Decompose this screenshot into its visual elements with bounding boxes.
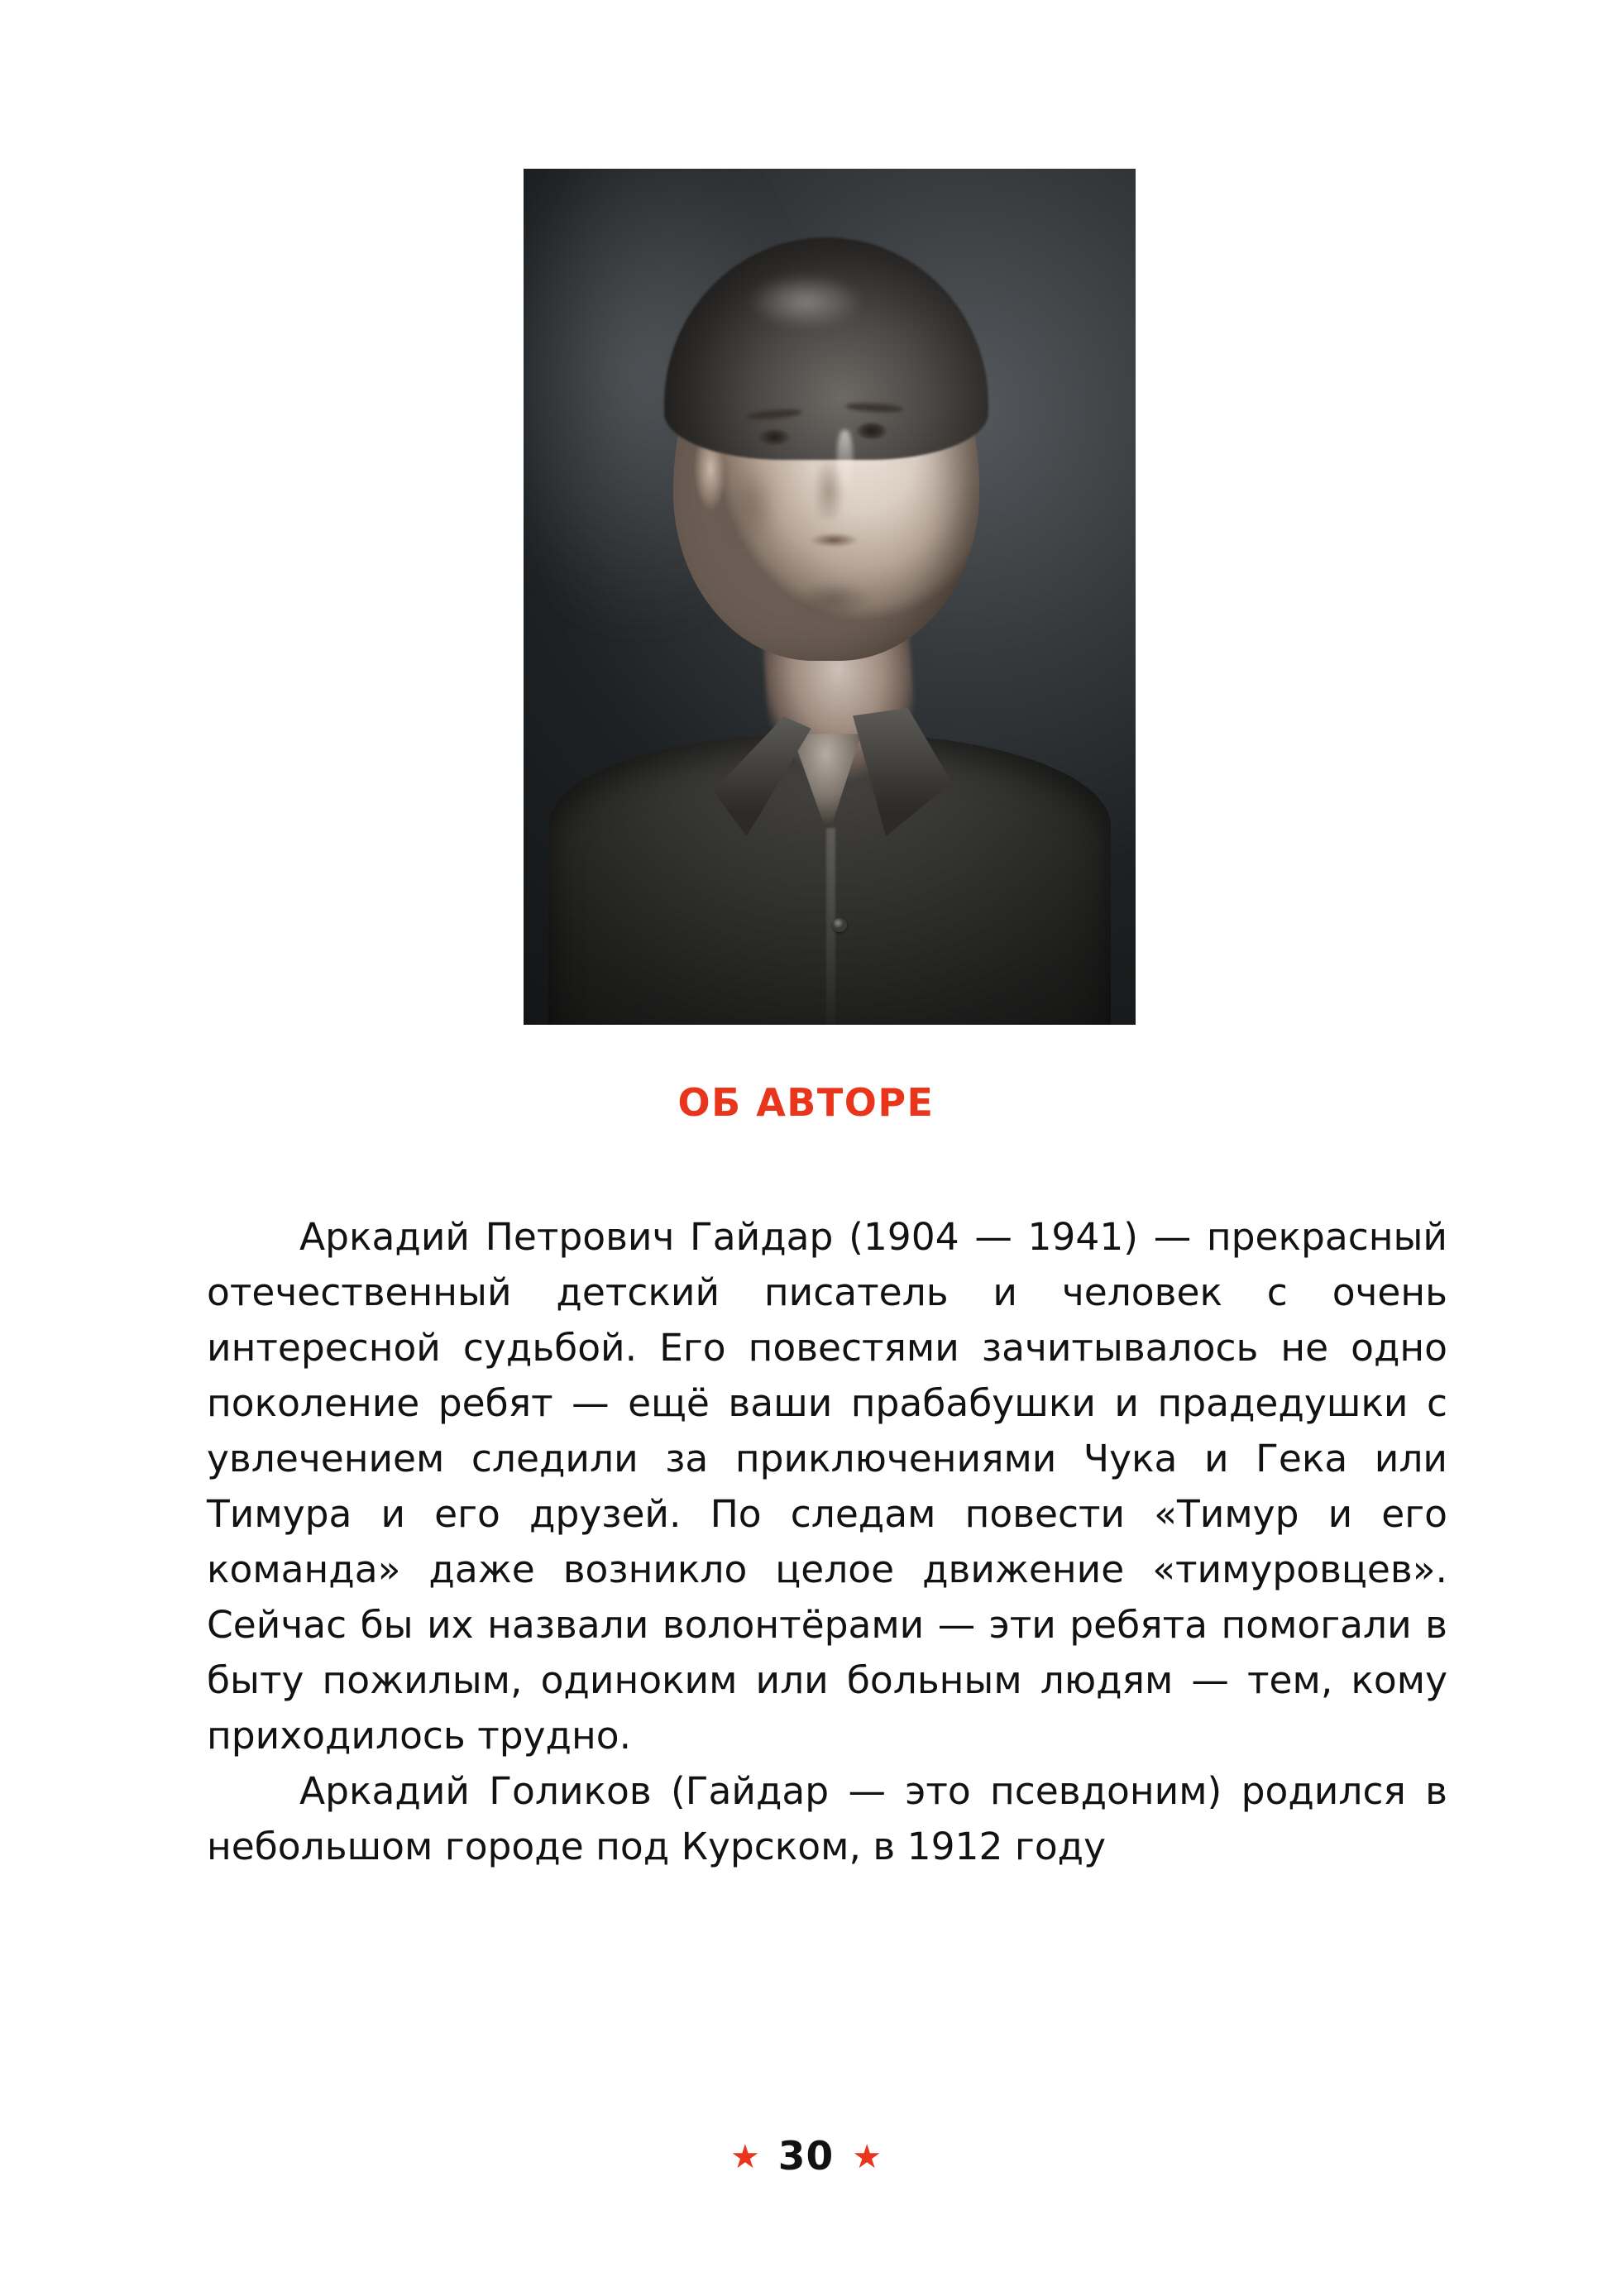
portrait-chin-shadow [781, 584, 885, 623]
portrait-nose-highlight [837, 430, 853, 499]
section-heading: ОБ АВТОРЕ [677, 1080, 935, 1125]
portrait-button [832, 918, 847, 933]
portrait-cheek-shadow [707, 452, 781, 572]
paragraph-2: Аркадий Голиков (Гайдар — это псевдоним) родился в небольшом городе под Курском, в 1912 году [207, 1769, 1447, 1868]
author-portrait [524, 169, 1136, 1025]
portrait-eye-left [758, 429, 791, 446]
body-text [207, 1209, 1447, 1874]
paragraph-1: Аркадий Петрович Гайдар (1904 — 1941) — прекрасный отечественный детский писатель и человек с очень интересной судьбой. Его повестями зачитывалось не одно поколение ребят — ещё ваши прабабушки и прадедушки с увлечением следили за приключениями Чука и Гека или Тимура и его друзей. По следам повести «Тимур и его команда» даже возникло целое движение «тимуровцев». Сейчас бы их назвали волонтёрами — эти ребята помогали в быту пожилым, одиноким или больным людям — тем, кому приходилось трудно. [207, 1215, 1447, 1758]
portrait-hair-highlight [725, 263, 884, 340]
page-footer [0, 2134, 1612, 2179]
page-number: 30 [777, 2134, 835, 2179]
portrait-eye-right [855, 423, 888, 439]
portrait-photo [524, 169, 1136, 1025]
star-icon-left: ★ [729, 2137, 760, 2176]
star-icon-right: ★ [852, 2137, 883, 2176]
